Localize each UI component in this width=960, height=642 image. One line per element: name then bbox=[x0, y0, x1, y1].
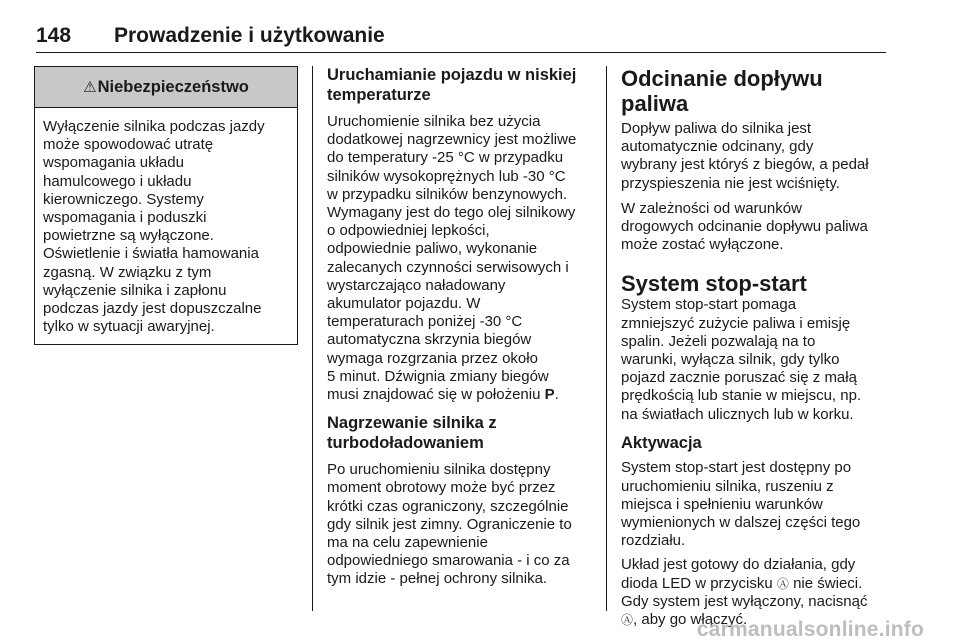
paragraph-turbo bbox=[327, 461, 597, 588]
text-line: Wymagany jest do tego olej silnikowy bbox=[327, 204, 576, 222]
text-line: Oświetlenie i światła hamowania bbox=[43, 245, 259, 263]
text-line: w przypadku silników benzynowych. bbox=[327, 185, 568, 203]
section-heading-fuel-cutoff: Odcinanie dopływu paliwa bbox=[621, 66, 823, 116]
paragraph-fuel-cutoff-2 bbox=[621, 200, 889, 255]
text-line: gdy silnik jest zimny. Ograniczenie to bbox=[327, 515, 572, 533]
warning-triangle-icon: ⚠ bbox=[83, 79, 97, 96]
text-line: wspomagania i poduszki bbox=[43, 209, 207, 227]
text-line: hamulcowego i układu bbox=[43, 172, 192, 190]
text-line: przyspieszenia nie jest wciśnięty. bbox=[621, 174, 840, 192]
text-line: wybrany jest któryś z biegów, a pedał bbox=[621, 156, 869, 174]
text-line: zgasną. W związku z tym bbox=[43, 263, 212, 281]
text-fragment: . bbox=[554, 386, 559, 404]
section-heading-turbo bbox=[327, 414, 597, 453]
warning-heading-text: Niebezpieczeństwo bbox=[97, 77, 249, 96]
heading-line: turbodoładowaniem bbox=[327, 433, 484, 452]
warning-body bbox=[35, 108, 297, 344]
text-line: uruchomieniu silnika, ruszeniu z bbox=[621, 477, 834, 495]
text-line bbox=[621, 575, 889, 593]
text-line: automatycznie odcinany, gdy bbox=[621, 138, 814, 156]
paragraph-stop-start bbox=[621, 296, 889, 423]
text-line: System stop-start jest dostępny po bbox=[621, 459, 852, 477]
text-line: wyłączenie silnika i zapłonu bbox=[43, 281, 227, 299]
text-line: krótki czas ograniczony, szczególnie bbox=[327, 497, 569, 515]
text-line: automatyczna skrzynia biegów bbox=[327, 331, 532, 349]
text-line: zalecanych czynności serwisowych i bbox=[327, 258, 569, 276]
text-line: System stop-start pomaga bbox=[621, 296, 797, 314]
text-line: moment obrotowy może być przez bbox=[327, 479, 556, 497]
text-line: wymaga rozgrzania przez około bbox=[327, 349, 538, 367]
text-fragment: nie świeci. bbox=[788, 574, 863, 592]
text-fragment: , aby go włączyć. bbox=[633, 610, 748, 628]
text-line: miejsca i spełnieniu warunków bbox=[621, 495, 823, 513]
stop-start-button-icon: Ⓐ bbox=[776, 576, 789, 591]
page-number: 148 bbox=[36, 24, 72, 47]
section-heading-activation: Aktywacja bbox=[621, 433, 702, 452]
heading-line: Uruchamianie pojazdu w niskiej bbox=[327, 66, 577, 84]
section-heading-cold-start bbox=[327, 66, 597, 105]
paragraph-activation-1 bbox=[621, 459, 889, 550]
text-line: wspomagania układu bbox=[43, 154, 184, 172]
column-divider bbox=[312, 66, 313, 611]
text-line: Układ jest gotowy do działania, gdy bbox=[621, 556, 856, 574]
text-fragment: dioda LED w przycisku bbox=[621, 574, 777, 592]
text-line: W zależności od warunków bbox=[621, 199, 802, 217]
text-line: wymienionych w dalszej części tego bbox=[621, 513, 861, 531]
section-heading-stop-start: System stop-start bbox=[621, 271, 807, 297]
text-line: może zostać wyłączone. bbox=[621, 236, 784, 254]
text-line: spalin. Jeżeli pozwalają na to bbox=[621, 332, 816, 350]
text-line: powietrzne są wyłączone. bbox=[43, 227, 214, 245]
warning-heading bbox=[35, 67, 297, 108]
heading-line: Nagrzewanie silnika z bbox=[327, 414, 497, 433]
text-line: temperaturach poniżej -30 °C bbox=[327, 313, 523, 331]
text-line: może spowodować utratę bbox=[43, 136, 214, 154]
text-line bbox=[327, 386, 597, 404]
text-line: o odpowiedniej lepkości, bbox=[327, 222, 490, 240]
paragraph-fuel-cutoff-1 bbox=[621, 120, 889, 193]
text-line: drogowych odcinanie dopływu paliwa bbox=[621, 218, 868, 236]
column-right bbox=[621, 66, 889, 629]
paragraph-cold-start bbox=[327, 113, 597, 404]
text-line: do temperatury -25 °C w przypadku bbox=[327, 149, 564, 167]
text-line: pojazd zacznie poruszać się z małą bbox=[621, 369, 857, 387]
text-line: odpowiedniego smarowania - i co za bbox=[327, 552, 570, 570]
text-line: tym idzie - pełnej ochrony silnika. bbox=[327, 570, 548, 588]
heading-line: temperaturze bbox=[327, 85, 431, 104]
text-line: Po uruchomieniu silnika dostępny bbox=[327, 461, 551, 479]
text-line: rozdziału. bbox=[621, 532, 686, 550]
column-left bbox=[34, 66, 299, 345]
text-line: odpowiednie paliwo, wykonanie bbox=[327, 240, 538, 258]
text-line: Dopływ paliwa do silnika jest bbox=[621, 120, 812, 137]
text-line: tylko w sytuacji awaryjnej. bbox=[43, 318, 215, 336]
page-title: Prowadzenie i użytkowanie bbox=[114, 24, 385, 47]
text-line: kierowniczego. Systemy bbox=[43, 190, 204, 208]
stop-start-button-icon: Ⓐ bbox=[621, 612, 634, 627]
text-line: akumulator pojazdu. W bbox=[327, 295, 481, 313]
column-middle bbox=[327, 66, 597, 589]
text-line: na światłach ulicznych lub w korku. bbox=[621, 405, 854, 423]
text-line: prędkością lub stanie w miejscu, np. bbox=[621, 387, 862, 405]
text-line: podczas jazdy jest dopuszczalne bbox=[43, 300, 262, 318]
text-line: zmniejszyć zużycie paliwa i emisję bbox=[621, 314, 851, 332]
text-fragment: musi znajdować się w położeniu bbox=[327, 386, 545, 404]
column-divider bbox=[606, 66, 607, 611]
text-line: Uruchomienie silnika bez użycia bbox=[327, 113, 541, 130]
text-line: dodatkowej nagrzewnicy jest możliwe bbox=[327, 131, 577, 149]
text-line: Wyłączenie silnika podczas jazdy bbox=[43, 118, 265, 135]
text-line: silników wysokoprężnych lub -30 °C bbox=[327, 167, 566, 185]
page-header bbox=[36, 24, 886, 53]
watermark: carmanualsonline.info bbox=[696, 618, 924, 641]
text-line: warunki, wyłącza silnik, gdy tylko bbox=[621, 351, 840, 369]
text-line: 5 minut. Dźwignia zmiany biegów bbox=[327, 367, 549, 385]
text-line: wystarczająco naładowany bbox=[327, 276, 506, 294]
warning-box bbox=[34, 66, 298, 345]
text-line: ma na celu zapewnienie bbox=[327, 534, 488, 552]
gear-position-p: P bbox=[544, 386, 555, 404]
text-line: Gdy system jest wyłączony, nacisnąć bbox=[621, 592, 868, 610]
